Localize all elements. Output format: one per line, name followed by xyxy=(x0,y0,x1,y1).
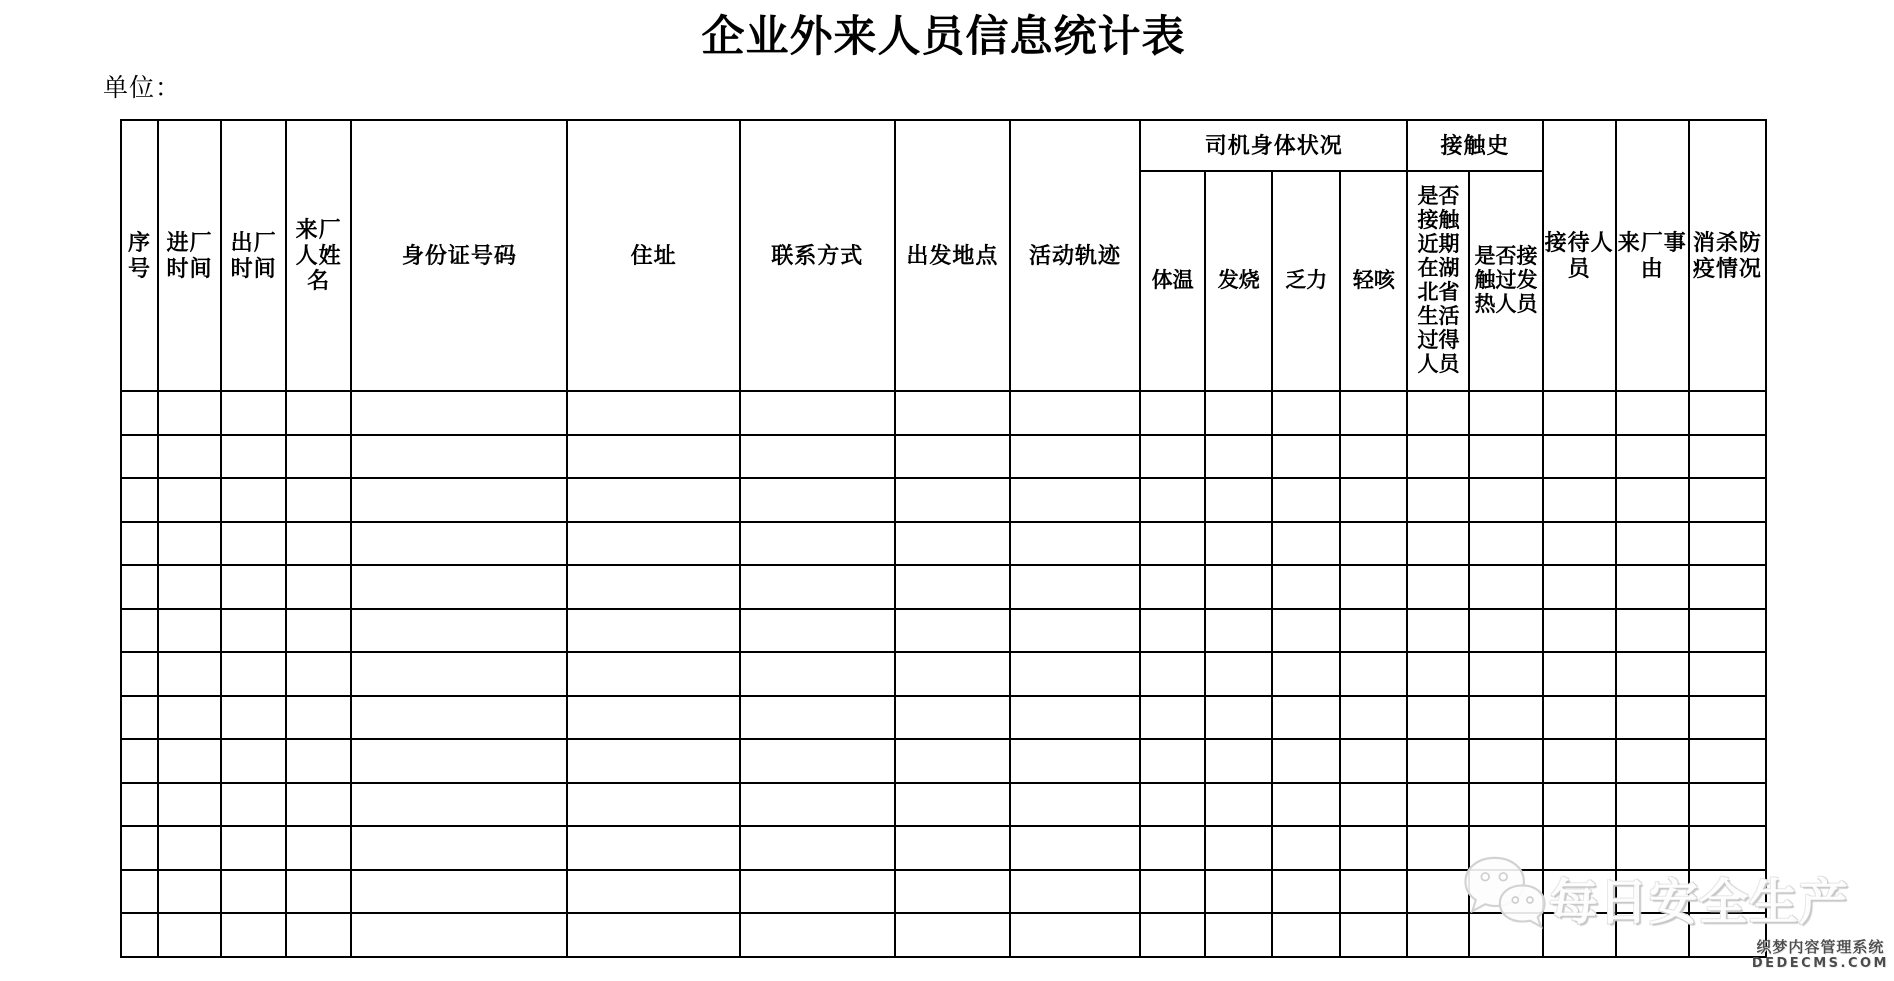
table-cell xyxy=(1469,478,1542,522)
table-cell xyxy=(1616,478,1689,522)
table-cell xyxy=(121,478,158,522)
table-cell xyxy=(158,783,221,827)
table-cell xyxy=(895,783,1010,827)
table-cell xyxy=(895,522,1010,566)
table-cell xyxy=(1340,783,1407,827)
table-cell xyxy=(1469,870,1542,914)
table-cell xyxy=(1140,739,1205,783)
table-cell xyxy=(1407,826,1469,870)
table-cell xyxy=(286,478,351,522)
table-cell xyxy=(1689,783,1766,827)
table-cell xyxy=(351,522,567,566)
column-header-activity-track: 活动轨迹 xyxy=(1010,120,1140,391)
table-cell xyxy=(1340,696,1407,740)
table-cell xyxy=(1407,478,1469,522)
table-cell xyxy=(895,739,1010,783)
table-cell xyxy=(895,435,1010,479)
table-cell xyxy=(895,696,1010,740)
table-header xyxy=(121,120,1766,391)
table-cell xyxy=(351,696,567,740)
table-cell xyxy=(1205,826,1272,870)
table-cell xyxy=(221,391,286,435)
table-cell xyxy=(1205,870,1272,914)
table-cell xyxy=(121,783,158,827)
brand-watermark: 每日安全生产 xyxy=(1549,876,1850,930)
table-cell xyxy=(1140,478,1205,522)
table-cell xyxy=(158,739,221,783)
table-row xyxy=(121,739,1766,783)
column-header-entry-time: 进厂时间 xyxy=(158,120,221,391)
table-row xyxy=(121,478,1766,522)
table-cell xyxy=(1010,696,1140,740)
table-cell xyxy=(158,870,221,914)
table-cell xyxy=(1689,870,1766,914)
table-cell xyxy=(286,391,351,435)
table-cell xyxy=(221,652,286,696)
table-cell xyxy=(1340,435,1407,479)
table-cell xyxy=(286,435,351,479)
table-cell xyxy=(221,435,286,479)
table-cell xyxy=(221,609,286,653)
table-cell xyxy=(740,609,895,653)
table-cell xyxy=(1140,913,1205,957)
table-cell xyxy=(1010,478,1140,522)
table-cell xyxy=(740,870,895,914)
column-header-address: 住址 xyxy=(567,120,739,391)
table-cell xyxy=(740,783,895,827)
cms-domain: DEDECMS.COM xyxy=(1751,956,1889,971)
table-cell xyxy=(1205,652,1272,696)
table-cell xyxy=(1616,565,1689,609)
table-cell xyxy=(1689,609,1766,653)
table-cell xyxy=(286,783,351,827)
column-header-receptionist: 接待人员 xyxy=(1543,120,1616,391)
table-cell xyxy=(740,652,895,696)
table-cell xyxy=(1407,870,1469,914)
table-cell xyxy=(1616,696,1689,740)
table-cell xyxy=(1407,391,1469,435)
table-cell xyxy=(567,826,739,870)
column-header-fever: 发烧 xyxy=(1205,171,1272,391)
table-cell xyxy=(740,435,895,479)
table-cell xyxy=(286,696,351,740)
table-cell xyxy=(1205,739,1272,783)
visitor-info-table xyxy=(120,119,1767,958)
table-cell xyxy=(221,870,286,914)
table-row xyxy=(121,609,1766,653)
table-cell xyxy=(158,391,221,435)
table-cell xyxy=(121,522,158,566)
table-cell xyxy=(286,652,351,696)
table-cell xyxy=(895,652,1010,696)
table-cell xyxy=(1469,522,1542,566)
table-cell xyxy=(1140,652,1205,696)
table-cell xyxy=(1340,478,1407,522)
table-cell xyxy=(351,739,567,783)
table-cell xyxy=(1010,913,1140,957)
table-row xyxy=(121,435,1766,479)
table-cell xyxy=(1140,565,1205,609)
table-cell xyxy=(158,522,221,566)
table-cell xyxy=(286,870,351,914)
table-cell xyxy=(158,696,221,740)
table-cell xyxy=(1469,739,1542,783)
table-cell xyxy=(1340,652,1407,696)
table-cell xyxy=(1340,739,1407,783)
table-cell xyxy=(1616,913,1689,957)
table-cell xyxy=(1140,435,1205,479)
table-cell xyxy=(121,696,158,740)
table-row xyxy=(121,783,1766,827)
table-cell xyxy=(567,391,739,435)
table-cell xyxy=(1140,522,1205,566)
table-cell xyxy=(1272,478,1340,522)
table-cell xyxy=(221,783,286,827)
table-cell xyxy=(1205,565,1272,609)
table-row xyxy=(121,565,1766,609)
table-cell xyxy=(121,652,158,696)
table-cell xyxy=(158,478,221,522)
table-cell xyxy=(567,739,739,783)
table-cell xyxy=(1689,565,1766,609)
table-cell xyxy=(221,565,286,609)
table-cell xyxy=(351,826,567,870)
table-cell xyxy=(1205,391,1272,435)
table-cell xyxy=(351,783,567,827)
table-cell xyxy=(286,522,351,566)
table-cell xyxy=(121,609,158,653)
table-cell xyxy=(1407,652,1469,696)
table-cell xyxy=(286,739,351,783)
column-header-departure-place: 出发地点 xyxy=(895,120,1010,391)
table-cell xyxy=(1407,913,1469,957)
table-cell xyxy=(1272,522,1340,566)
table-cell xyxy=(567,652,739,696)
table-cell xyxy=(895,870,1010,914)
cms-name: 织梦内容管理系统 xyxy=(1756,938,1885,956)
table-cell xyxy=(286,565,351,609)
table-cell xyxy=(1272,870,1340,914)
table-cell xyxy=(221,739,286,783)
table-cell xyxy=(1140,783,1205,827)
unit-label: 单位： xyxy=(103,75,182,102)
column-header-id-number: 身份证号码 xyxy=(351,120,567,391)
table-cell xyxy=(1616,391,1689,435)
table-cell xyxy=(1469,652,1542,696)
table-cell xyxy=(1010,565,1140,609)
table-cell xyxy=(1407,565,1469,609)
table-cell xyxy=(1543,913,1616,957)
table-cell xyxy=(351,391,567,435)
table-row xyxy=(121,870,1766,914)
table-cell xyxy=(895,609,1010,653)
column-header-contact-method: 联系方式 xyxy=(740,120,895,391)
column-header-fatigue: 乏力 xyxy=(1272,171,1340,391)
table-cell xyxy=(1469,696,1542,740)
table-cell xyxy=(895,826,1010,870)
table-cell xyxy=(1689,913,1766,957)
table-cell xyxy=(1543,696,1616,740)
table-cell xyxy=(158,913,221,957)
table-cell xyxy=(567,522,739,566)
table-cell xyxy=(1543,609,1616,653)
table-cell xyxy=(1543,565,1616,609)
table-cell xyxy=(1205,435,1272,479)
table-cell xyxy=(1272,826,1340,870)
table-cell xyxy=(1689,435,1766,479)
table-cell xyxy=(1140,609,1205,653)
table-cell xyxy=(1205,696,1272,740)
table-cell xyxy=(1272,652,1340,696)
table-cell xyxy=(1205,913,1272,957)
table-cell xyxy=(286,609,351,653)
table-cell xyxy=(1543,435,1616,479)
table-cell xyxy=(1543,652,1616,696)
table-cell xyxy=(1543,783,1616,827)
table-cell xyxy=(1543,826,1616,870)
column-header-body-temperature: 体温 xyxy=(1140,171,1205,391)
table-cell xyxy=(1407,739,1469,783)
table-cell xyxy=(221,826,286,870)
table-cell xyxy=(121,913,158,957)
table-cell xyxy=(740,696,895,740)
table-cell xyxy=(121,826,158,870)
table-cell xyxy=(286,913,351,957)
page-title: 企业外来人员信息统计表 xyxy=(701,14,1186,61)
table-cell xyxy=(1469,565,1542,609)
table-cell xyxy=(1616,783,1689,827)
table-cell xyxy=(740,913,895,957)
table-cell xyxy=(1340,522,1407,566)
table-cell xyxy=(1407,696,1469,740)
table-cell xyxy=(1616,609,1689,653)
table-cell xyxy=(1010,870,1140,914)
table-cell xyxy=(1272,739,1340,783)
table-cell xyxy=(1010,435,1140,479)
table-cell xyxy=(1689,826,1766,870)
table-cell xyxy=(567,435,739,479)
table-cell xyxy=(351,478,567,522)
table-cell xyxy=(1543,478,1616,522)
table-cell xyxy=(1272,913,1340,957)
table-cell xyxy=(158,435,221,479)
table-body xyxy=(121,391,1766,957)
table-cell xyxy=(1010,652,1140,696)
table-cell xyxy=(1272,391,1340,435)
table-cell xyxy=(1010,522,1140,566)
table-cell xyxy=(895,478,1010,522)
table-cell xyxy=(351,652,567,696)
table-row xyxy=(121,391,1766,435)
table-cell xyxy=(1340,913,1407,957)
table-cell xyxy=(1205,522,1272,566)
table-container xyxy=(120,119,1767,958)
table-cell xyxy=(740,478,895,522)
table-cell xyxy=(1272,565,1340,609)
table-cell xyxy=(1616,652,1689,696)
table-cell xyxy=(740,565,895,609)
table-cell xyxy=(1616,870,1689,914)
table-cell xyxy=(1140,870,1205,914)
table-row xyxy=(121,696,1766,740)
table-cell xyxy=(1616,739,1689,783)
table-cell xyxy=(1616,435,1689,479)
table-cell xyxy=(1469,826,1542,870)
table-cell xyxy=(1205,478,1272,522)
column-header-visit-reason: 来厂事由 xyxy=(1616,120,1689,391)
table-cell xyxy=(1543,522,1616,566)
column-header-fever-person-contact: 是否接触过发热人员 xyxy=(1469,171,1542,391)
table-cell xyxy=(1616,826,1689,870)
table-cell xyxy=(1010,783,1140,827)
table-cell xyxy=(1010,609,1140,653)
table-cell xyxy=(1407,435,1469,479)
table-cell xyxy=(895,565,1010,609)
header-group-row xyxy=(121,120,1766,171)
table-cell xyxy=(221,478,286,522)
table-cell xyxy=(351,609,567,653)
table-cell xyxy=(1469,913,1542,957)
table-cell xyxy=(567,870,739,914)
table-cell xyxy=(740,391,895,435)
table-cell xyxy=(1407,522,1469,566)
table-cell xyxy=(567,478,739,522)
table-cell xyxy=(1340,609,1407,653)
table-cell xyxy=(221,913,286,957)
table-cell xyxy=(567,783,739,827)
table-cell xyxy=(158,826,221,870)
table-cell xyxy=(1340,826,1407,870)
table-cell xyxy=(1689,739,1766,783)
table-cell xyxy=(351,870,567,914)
column-header-visitor-name: 来厂人姓名 xyxy=(286,120,351,391)
table-cell xyxy=(221,522,286,566)
table-cell xyxy=(567,609,739,653)
table-cell xyxy=(286,826,351,870)
table-cell xyxy=(1543,870,1616,914)
table-row xyxy=(121,652,1766,696)
table-cell xyxy=(1689,391,1766,435)
table-cell xyxy=(1689,652,1766,696)
table-cell xyxy=(1407,783,1469,827)
table-cell xyxy=(740,522,895,566)
table-cell xyxy=(1469,783,1542,827)
table-cell xyxy=(1340,870,1407,914)
table-cell xyxy=(567,565,739,609)
table-cell xyxy=(1272,435,1340,479)
table-row xyxy=(121,522,1766,566)
cms-watermark xyxy=(1752,939,1889,971)
group-header-contact-history: 接触史 xyxy=(1407,120,1542,171)
table-cell xyxy=(1469,435,1542,479)
column-header-serial-number: 序号 xyxy=(121,120,158,391)
table-cell xyxy=(1272,783,1340,827)
table-row xyxy=(121,826,1766,870)
table-cell xyxy=(1689,478,1766,522)
table-cell xyxy=(895,391,1010,435)
table-cell xyxy=(1407,609,1469,653)
table-cell xyxy=(158,565,221,609)
table-cell xyxy=(121,391,158,435)
column-header-disinfection-status: 消杀防疫情况 xyxy=(1689,120,1766,391)
table-cell xyxy=(1272,696,1340,740)
table-cell xyxy=(121,435,158,479)
table-cell xyxy=(158,652,221,696)
table-cell xyxy=(221,696,286,740)
table-cell xyxy=(351,435,567,479)
table-cell xyxy=(121,565,158,609)
table-cell xyxy=(1010,739,1140,783)
table-cell xyxy=(1205,783,1272,827)
table-cell xyxy=(1689,696,1766,740)
table-cell xyxy=(1469,391,1542,435)
table-cell xyxy=(740,826,895,870)
table-cell xyxy=(1689,522,1766,566)
table-cell xyxy=(1140,391,1205,435)
group-header-driver-health: 司机身体状况 xyxy=(1140,120,1407,171)
table-cell xyxy=(895,913,1010,957)
table-cell xyxy=(1140,696,1205,740)
table-cell xyxy=(740,739,895,783)
column-header-hubei-contact: 是否接触近期在湖北省生活过得人员 xyxy=(1407,171,1469,391)
column-header-exit-time: 出厂时间 xyxy=(221,120,286,391)
table-cell xyxy=(121,739,158,783)
table-cell xyxy=(351,913,567,957)
table-cell xyxy=(121,870,158,914)
table-cell xyxy=(1340,565,1407,609)
table-cell xyxy=(1616,522,1689,566)
table-cell xyxy=(158,609,221,653)
table-row xyxy=(121,913,1766,957)
table-cell xyxy=(1272,609,1340,653)
table-cell xyxy=(1010,391,1140,435)
table-cell xyxy=(1543,739,1616,783)
table-cell xyxy=(1140,826,1205,870)
column-header-light-cough: 轻咳 xyxy=(1340,171,1407,391)
table-cell xyxy=(567,696,739,740)
table-cell xyxy=(1469,609,1542,653)
table-cell xyxy=(567,913,739,957)
table-cell xyxy=(1340,391,1407,435)
table-cell xyxy=(1543,391,1616,435)
table-cell xyxy=(351,565,567,609)
table-cell xyxy=(1205,609,1272,653)
table-cell xyxy=(1010,826,1140,870)
